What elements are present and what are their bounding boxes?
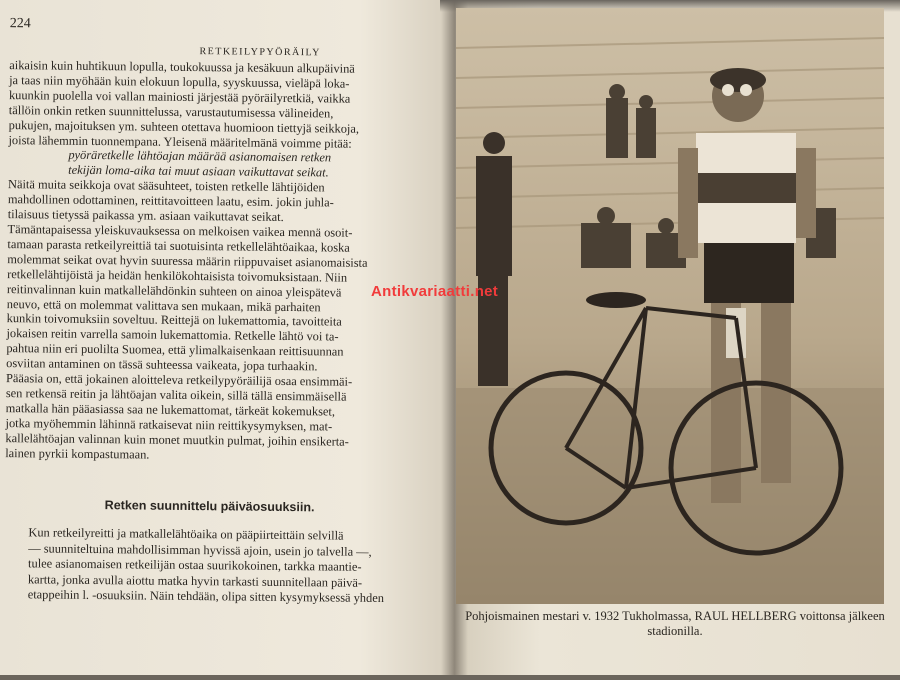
text-line: sen retkensä reitin ja lähtöajan valita oikein, sillä tällä ensimmäisellä — [5, 386, 347, 404]
text-line: Kun retkeilyreitti ja matkallelähtöaika on pääpiirteittäin selvillä — [28, 525, 344, 543]
section-heading: Retken suunnittelu päiväosuuksiin. — [104, 498, 315, 515]
text-line: molemmat seikat ovat hyvin suuressa määrin riippuvaiset asianomaisista — [7, 251, 368, 270]
page-number: 224 — [9, 16, 31, 32]
paragraph-2 — [5, 177, 408, 464]
text-line: Tämäntapaisessa yleiskuvauksessa on melkoisen vaikea mennä osoit- — [7, 222, 353, 240]
body-text-upper — [5, 58, 409, 465]
text-line: jotka myöhemmin lähinnä ratkaisevat niin reittikysymyksen, mat- — [5, 415, 333, 434]
photo-illustration — [456, 8, 884, 604]
text-line: tekijän loma-aika tai muut asiaan vaikuttavat seikat. — [68, 163, 329, 180]
paragraph-3 — [28, 525, 409, 606]
text-line: Pääasia on, että jokainen aloitteleva retkeilypyöräilijä osaa ensimmäi- — [5, 371, 353, 389]
text-line: pahtua niin eri puolilta Suomea, että ylimalkaisenkaan reittisuunnan — [6, 341, 344, 359]
italic-definition — [8, 148, 408, 182]
cyclist-photo — [456, 8, 884, 604]
caption-line: stadionilla. — [647, 624, 703, 638]
text-line: ja taas niin myöhään kuin elokuun lopulla, syyskuussa, vieläpä loka- — [9, 73, 350, 91]
caption-line: Pohjoismainen mestari v. 1932 Tukholmassa, RAUL HELLBERG voittonsa jälkeen — [465, 609, 885, 623]
paragraph-1 — [8, 58, 409, 152]
text-line: pukujen, majoituksen ym. suhteen otettava huomioon tiettyjä seikkoja, — [8, 117, 360, 136]
text-line: matkalla hän pääasiassa saa ne lukemattomat, tärkeät kokemukset, — [5, 400, 336, 419]
photo-caption — [450, 609, 900, 639]
text-line: tällöin onkin retken suunnittelussa, varustautumisessa välineiden, — [8, 102, 334, 121]
text-line: neuvo, että on molemmat valittava sen mukaan, mikä parhaiten — [6, 296, 321, 314]
text-line: kunkin toivomuksiin soveltuu. Reittejä on lukemattomia, tavoitteita — [6, 311, 342, 330]
running-head: RETKEILYPYÖRÄILY — [199, 46, 321, 59]
text-line: kartta, jonka avulla aiottu matka hyvin tarkasti suunnitellaan päivä- — [27, 571, 363, 590]
text-line: lainen pyrkii kompastumaan. — [5, 445, 150, 462]
text-line: kuunkin puolella voi vallan mainiosti järjestää pyöräilyretkiä, vaikka — [8, 87, 351, 106]
text-line: joista lähemmin tuonnempana. Yleisenä määritelmänä voimme pitää: — [8, 132, 352, 151]
text-line: retkellelähtijöistä ja heidän henkilökohtaisista toivomuksistaan. Niin — [7, 266, 348, 285]
text-line: reitinvalinnan kuin matkallelähdönkin suhteen on ainoa yleispätevä — [6, 281, 342, 300]
left-page — [0, 0, 448, 680]
text-line: Näitä muita seikkoja ovat sääsuhteet, toisten retkelle lähtijöiden — [7, 177, 325, 195]
text-line: tulee asianomaisen retkeilijän ostaa suurikokoinen, tarkka maantie- — [28, 556, 362, 574]
text-line: — suunniteltuina mahdollisimman hyvissä ajoin, usein jo talvella —, — [28, 540, 372, 559]
text-line: pyöräretkelle lähtöajan määrää asianomaisen retken — [68, 148, 332, 165]
text-line: etappeihin l. -osuuksiin. Näin tehdään, olipa sitten kysymyksessä yhden — [27, 587, 385, 606]
text-line: osviitan antaminen on tässä suhteessa vaikeata, jopa turhaakin. — [6, 356, 318, 374]
text-line: tilaisuus tietyssä paikassa ym. asiaan vaikuttavat seikat. — [7, 207, 284, 225]
right-page — [450, 0, 900, 675]
text-line: aikaisin kuin huhtikuun lopulla, toukokuussa ja kesäkuun alkupäivinä — [9, 58, 355, 76]
text-line: tamaan parasta retkeilyreittiä tai suotuisinta retkellelähtöaikaa, koska — [7, 236, 350, 255]
text-line: jokaisen reitin varrella samoin lukemattomia. Retkelle lähtö voi ta- — [6, 326, 339, 344]
watermark: Antikvariaatti.net — [371, 283, 499, 300]
text-line: kallelähtöajan valinnan kuin monet muutkin pulmat, joihin ensikerta- — [5, 430, 349, 449]
text-line: mahdollinen odottaminen, reittitavoitteen laatu, esim. jokin juhla- — [7, 192, 334, 210]
